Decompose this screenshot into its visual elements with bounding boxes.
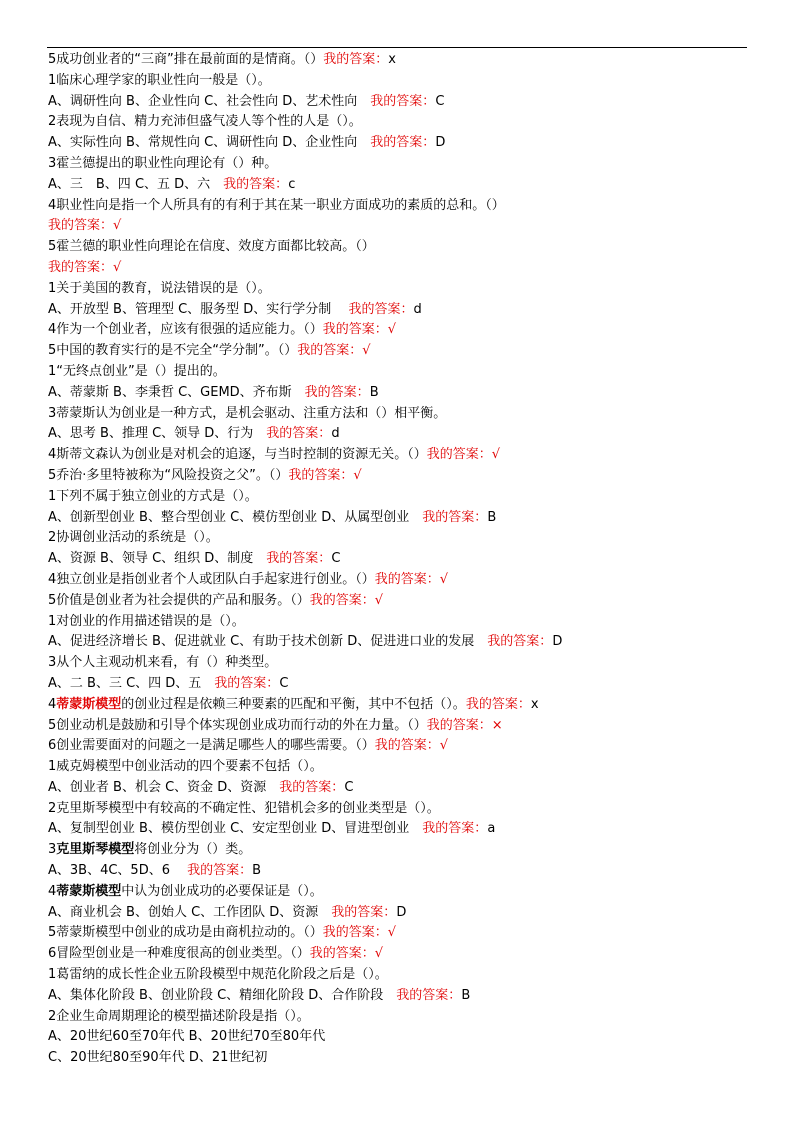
- line-text: 1威克姆模型中创业活动的四个要素不包括（）。: [48, 759, 323, 775]
- header-rule: [47, 47, 747, 48]
- answer-value: c: [288, 176, 296, 192]
- line-text: 将创业分为（）类。: [134, 842, 252, 858]
- question-line: [48, 1007, 748, 1028]
- answer-label: 我的答案：: [374, 571, 440, 587]
- answer-value: D: [435, 135, 446, 151]
- bold-term: 克里斯琴模型: [56, 842, 135, 858]
- question-line: [48, 591, 748, 612]
- line-text: 1下列不属于独立创业的方式是（）。: [48, 488, 258, 504]
- answer-value: D: [552, 634, 563, 650]
- answer-value: √: [439, 571, 449, 587]
- question-line: [48, 612, 748, 633]
- line-prefix: 4: [48, 696, 57, 712]
- line-text: 2克里斯琴模型中有较高的不确定性、犯错机会多的创业类型是（）。: [48, 800, 440, 816]
- line-text: 1关于美国的教育，说法错误的是（）。: [48, 280, 271, 296]
- line-text: 1“无终点创业”是（）提出的。: [48, 363, 226, 379]
- line-text: 2表现为自信、精力充沛但盛气凌人等个性的人是（）。: [48, 114, 362, 130]
- answer-label: 我的答案：: [322, 322, 388, 338]
- question-line: [48, 528, 748, 549]
- line-text: A、调研性向 B、企业性向 C、社会性向 D、艺术性向: [48, 93, 371, 109]
- answer-value: C: [344, 779, 354, 795]
- question-line: [48, 819, 748, 840]
- line-text: 5霍兰德的职业性向理论在信度、效度方面都比较高。（）: [48, 239, 375, 255]
- answer-label: 我的答案：: [309, 946, 375, 962]
- answer-value: √: [362, 343, 371, 359]
- line-text: 4职业性向是指一个人所具有的有利于其在某一职业方面成功的素质的总和。（）: [48, 197, 505, 213]
- line-text: 1临床心理学家的职业性向一般是（）。: [48, 72, 271, 88]
- document-body: [48, 50, 748, 1069]
- line-text: A、20世纪60至70年代 B、20世纪70至80年代: [48, 1029, 326, 1045]
- question-line: [48, 445, 748, 466]
- answer-label: 我的答案：: [348, 301, 414, 317]
- line-text: 1葛雷纳的成长性企业五阶段模型中规范化阶段之后是（）。: [48, 967, 388, 983]
- answer-label: 我的答案：: [214, 675, 280, 691]
- answer-label: 我的答案：: [370, 93, 436, 109]
- question-line: [48, 237, 748, 258]
- answer-value: √: [353, 467, 362, 483]
- question-line: [48, 778, 748, 799]
- answer-value: C: [279, 675, 289, 691]
- answer-value: d: [413, 301, 422, 317]
- line-text: A、集体化阶段 B、创业阶段 C、精细化阶段 D、合作阶段: [48, 987, 397, 1003]
- question-line: [48, 279, 748, 300]
- answer-label: 我的答案：: [426, 717, 492, 733]
- line-text: A、二 B、三 C、四 D、五: [48, 675, 215, 691]
- question-line: [48, 508, 748, 529]
- question-line: [48, 799, 748, 820]
- question-line: [48, 487, 748, 508]
- answer-label: 我的答案：: [48, 259, 114, 275]
- bold-term: 蒂蒙斯模型: [56, 696, 122, 712]
- answer-label: 我的答案：: [309, 592, 375, 608]
- line-text: 5乔治·多里特被称为“风险投资之父”。（）: [48, 467, 289, 483]
- bold-term: 蒂蒙斯模型: [56, 883, 122, 899]
- line-text: A、复制型创业 B、模仿型创业 C、安定型创业 D、冒进型创业: [48, 821, 423, 837]
- answer-value: B: [369, 384, 379, 400]
- answer-label: 我的答案：: [370, 135, 436, 151]
- line-text: 2协调创业活动的系统是（）。: [48, 530, 219, 546]
- question-line: [48, 923, 748, 944]
- question-line: [48, 404, 748, 425]
- answer-label: 我的答案：: [322, 925, 388, 941]
- answer-value: a: [487, 821, 496, 837]
- answer-label: 我的答案：: [187, 863, 253, 879]
- question-line: [48, 1048, 748, 1069]
- question-line: [48, 695, 748, 716]
- answer-value: √: [113, 218, 122, 234]
- line-text: A、开放型 B、管理型 C、服务型 D、实行学分制: [48, 301, 349, 317]
- question-line: [48, 92, 748, 113]
- answer-label: 我的答案：: [223, 176, 289, 192]
- question-line: [48, 903, 748, 924]
- answer-value: B: [487, 509, 497, 525]
- line-text: 3蒂蒙斯认为创业是一种方式，是机会驱动、注重方法和（）相平衡。: [48, 405, 447, 421]
- answer-label: 我的答案：: [323, 52, 389, 67]
- question-line: [48, 757, 748, 778]
- question-line: [48, 1027, 748, 1048]
- answer-label: 我的答案：: [487, 634, 553, 650]
- line-text: 4作为一个创业者，应该有很强的适应能力。（）: [48, 322, 323, 338]
- answer-value: B: [461, 987, 471, 1003]
- line-text: A、思考 B、推理 C、领导 D、行为: [48, 426, 267, 442]
- line-text: 6创业需要面对的问题之一是满足哪些人的哪些需要。（）: [48, 738, 375, 754]
- line-text: 中认为创业成功的必要保证是（）。: [121, 883, 323, 899]
- question-line: [48, 965, 748, 986]
- question-line: [48, 300, 748, 321]
- line-text: 3霍兰德提出的职业性向理论有（）种。: [48, 155, 278, 171]
- answer-value: ×: [491, 717, 503, 733]
- answer-label: 我的答案：: [465, 696, 531, 712]
- answer-label: 我的答案：: [297, 343, 363, 359]
- line-text: 5创业动机是鼓励和引导个体实现创业成功而行动的外在力量。（）: [48, 717, 427, 733]
- answer-value: √: [387, 322, 397, 338]
- line-text: A、创新型创业 B、整合型创业 C、模仿型创业 D、从属型创业: [48, 509, 423, 525]
- line-text: 5价值是创业者为社会提供的产品和服务。（）: [48, 592, 310, 608]
- answer-label: 我的答案：: [422, 821, 488, 837]
- answer-value: √: [439, 738, 449, 754]
- line-text: 2企业生命周期理论的模型描述阶段是指（）。: [48, 1008, 310, 1024]
- answer-label: 我的答案：: [422, 509, 488, 525]
- line-text: A、3B、4C、5D、6: [48, 863, 188, 879]
- line-text: 的创业过程是依赖三种要素的匹配和平衡，其中不包括（）。: [121, 696, 466, 712]
- question-line: [48, 674, 748, 695]
- line-text: A、促进经济增长 B、促进就业 C、有助于技术创新 D、促进进口业的发展: [48, 634, 488, 650]
- answer-value: x: [530, 696, 539, 712]
- question-line: [48, 258, 748, 279]
- answer-value: d: [331, 426, 340, 442]
- line-text: A、商业机会 B、创始人 C、工作团队 D、资源: [48, 904, 332, 920]
- line-text: A、三 B、四 C、五 D、六: [48, 176, 224, 192]
- line-prefix: 3: [48, 842, 57, 858]
- question-line: [48, 549, 748, 570]
- line-text: 5蒂蒙斯模型中创业的成功是由商机拉动的。（）: [48, 925, 323, 941]
- question-line: [48, 986, 748, 1007]
- question-line: [48, 154, 748, 175]
- question-line: [48, 736, 748, 757]
- question-line: [48, 840, 748, 861]
- answer-label: 我的答案：: [266, 426, 332, 442]
- answer-value: √: [387, 925, 397, 941]
- question-line: [48, 175, 748, 196]
- answer-label: 我的答案：: [288, 467, 354, 483]
- answer-label: 我的答案：: [396, 987, 462, 1003]
- answer-value: D: [396, 904, 407, 920]
- question-line: [48, 716, 748, 737]
- question-line: [48, 50, 748, 71]
- question-line: [48, 466, 748, 487]
- line-text: C、20世纪80至90年代 D、21世纪初: [48, 1050, 268, 1066]
- line-text: 1对创业的作用描述错误的是（）。: [48, 613, 245, 629]
- answer-label: 我的答案：: [279, 779, 345, 795]
- line-text: 4斯蒂文森认为创业是对机会的追逐，与当时控制的资源无关。（）: [48, 447, 427, 463]
- answer-value: C: [331, 551, 341, 567]
- line-text: 4独立创业是指创业者个人或团队白手起家进行创业。（）: [48, 571, 375, 587]
- question-line: [48, 320, 748, 341]
- line-text: 3从个人主观动机来看，有（）种类型。: [48, 655, 278, 671]
- question-line: [48, 196, 748, 217]
- line-text: A、资源 B、领导 C、组织 D、制度: [48, 551, 267, 567]
- question-line: [48, 362, 748, 383]
- question-line: [48, 383, 748, 404]
- question-line: [48, 632, 748, 653]
- question-line: [48, 71, 748, 92]
- answer-label: 我的答案：: [331, 904, 397, 920]
- question-line: [48, 944, 748, 965]
- line-prefix: 4: [48, 883, 57, 899]
- line-text: A、创业者 B、机会 C、资金 D、资源: [48, 779, 280, 795]
- answer-value: x: [388, 52, 396, 67]
- answer-label: 我的答案：: [48, 218, 114, 234]
- answer-label: 我的答案：: [426, 447, 492, 463]
- question-line: [48, 653, 748, 674]
- answer-label: 我的答案：: [266, 551, 332, 567]
- line-text: A、蒂蒙斯 B、李秉哲 C、GEMD、齐布斯: [48, 384, 305, 400]
- answer-label: 我的答案：: [374, 738, 440, 754]
- question-line: [48, 133, 748, 154]
- line-text: 5中国的教育实行的是不完全“学分制”。（）: [48, 343, 298, 359]
- line-text: A、实际性向 B、常规性向 C、调研性向 D、企业性向: [48, 135, 371, 151]
- answer-value: √: [113, 259, 122, 275]
- question-line: [48, 216, 748, 237]
- answer-value: B: [252, 863, 262, 879]
- question-line: [48, 424, 748, 445]
- question-line: [48, 882, 748, 903]
- question-line: [48, 341, 748, 362]
- answer-label: 我的答案：: [304, 384, 370, 400]
- question-line: [48, 861, 748, 882]
- answer-value: √: [491, 447, 501, 463]
- answer-value: C: [435, 93, 445, 109]
- question-line: [48, 112, 748, 133]
- line-text: 6冒险型创业是一种难度很高的创业类型。（）: [48, 946, 310, 962]
- line-text: 5成功创业者的“三商”排在最前面的是情商。（）: [48, 52, 324, 67]
- answer-value: √: [374, 592, 384, 608]
- answer-value: √: [374, 946, 384, 962]
- question-line: [48, 570, 748, 591]
